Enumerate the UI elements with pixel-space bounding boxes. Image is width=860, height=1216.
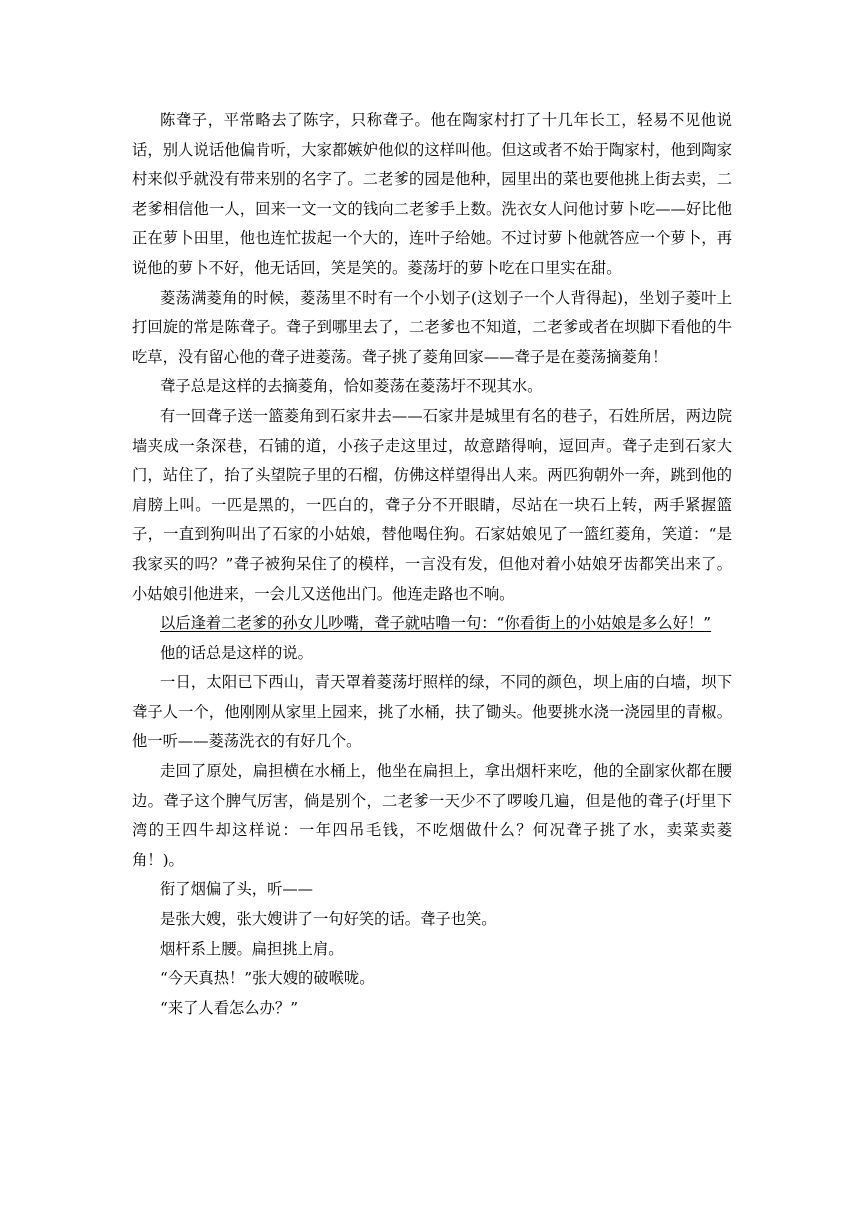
paragraph-8: 走回了原处，扁担横在水桶上，他坐在扁担上，拿出烟杆来吃，他的全副家伙都在腰边。聋子这个脾气厉害，倘是别个，二老爹一天少不了啰唆几遍，但是他的聋子(圩里下湾的王四牛却这样说：一年四吊毛钱，不吃烟做什么？何况聋子挑了水，卖菜卖菱角！)。: [132, 762, 732, 869]
paragraph-5-underlined: [132, 609, 732, 639]
paragraph-4: 有一回聋子送一篮菱角到石家井去——石家井是城里有名的巷子，石姓所居，两边院墙夹成一条深巷，石铺的道，小孩子走这里过，故意踏得响，逗回声。聋子走到石家大门，站住了，抬了头望院子里的石榴，仿佛这样望得出人来。两匹狗朝外一奔，跳到他的肩膀上叫。一匹是黑的，一匹白的，聋子分不开眼睛，尽站在一块石上转，两手紧握篮子，一直到狗叫出了石家的小姑娘，替他喝住狗。石家姑娘见了一篮红菱角，笑道：“是我家买的吗？”聋子被狗呆住了的模样，一言没有发，但他对着小姑娘牙齿都笑出来了。小姑娘引他进来，一会儿又送他出门。他连走路也不响。: [132, 406, 732, 603]
paragraph-1: 陈聋子，平常略去了陈字，只称聋子。他在陶家村打了十几年长工，轻易不见他说话，别人说话他偏肯听，大家都嫉妒他似的这样叫他。但这或者不始于陶家村，他到陶家村来似乎就没有带来别的名字了。二老爹的园是他种，园里出的菜也要他挑上街去卖，二老爹相信他一人，回来一文一文的钱向二老爹手上数。洗衣女人问他讨萝卜吃——好比他正在萝卜田里，他也连忙拔起一个大的，连叶子给她。不过讨萝卜他就答应一个萝卜，再说他的萝卜不好，他无话回，笑是笑的。菱荡圩的萝卜吃在口里实在甜。: [132, 111, 732, 277]
document-body: [132, 106, 732, 1023]
paragraph-13: “来了人看怎么办？”: [160, 998, 299, 1017]
paragraph-3: 聋子总是这样的去摘菱角，恰如菱荡在菱荡圩不现其水。: [160, 377, 543, 396]
paragraph-9: 衔了烟偏了头，听——: [160, 880, 313, 899]
underlined-sentence: 以后逢着二老爹的孙女儿吵嘴，聋子就咕噜一句：“你看街上的小姑娘是多么好！”: [160, 614, 712, 633]
paragraph-2: 菱荡满菱角的时候，菱荡里不时有一个小划子(这划子一个人背得起)，坐划子菱叶上打回旋的常是陈聋子。聋子到哪里去了，二老爹也不知道，二老爹或者在坝脚下看他的牛吃草，没有留心他的聋子进菱荡。聋子挑了菱角回家——聋子是在菱荡摘菱角！: [132, 288, 732, 366]
paragraph-7: 一日，太阳已下西山，青天罩着菱荡圩照样的绿，不同的颜色，坝上庙的白墙，坝下聋子人一个，他刚刚从家里上园来，挑了水桶，扶了锄头。他要挑水浇一浇园里的青椒。他一听——菱荡洗衣的有好几个。: [132, 673, 732, 751]
paragraph-6: 他的话总是这样的说。: [160, 643, 313, 662]
paragraph-10: 是张大嫂，张大嫂讲了一句好笑的话。聋子也笑。: [160, 910, 497, 929]
paragraph-12: “今天真热！”张大嫂的破喉咙。: [160, 969, 375, 988]
paragraph-11: 烟杆系上腰。扁担挑上肩。: [160, 939, 344, 958]
